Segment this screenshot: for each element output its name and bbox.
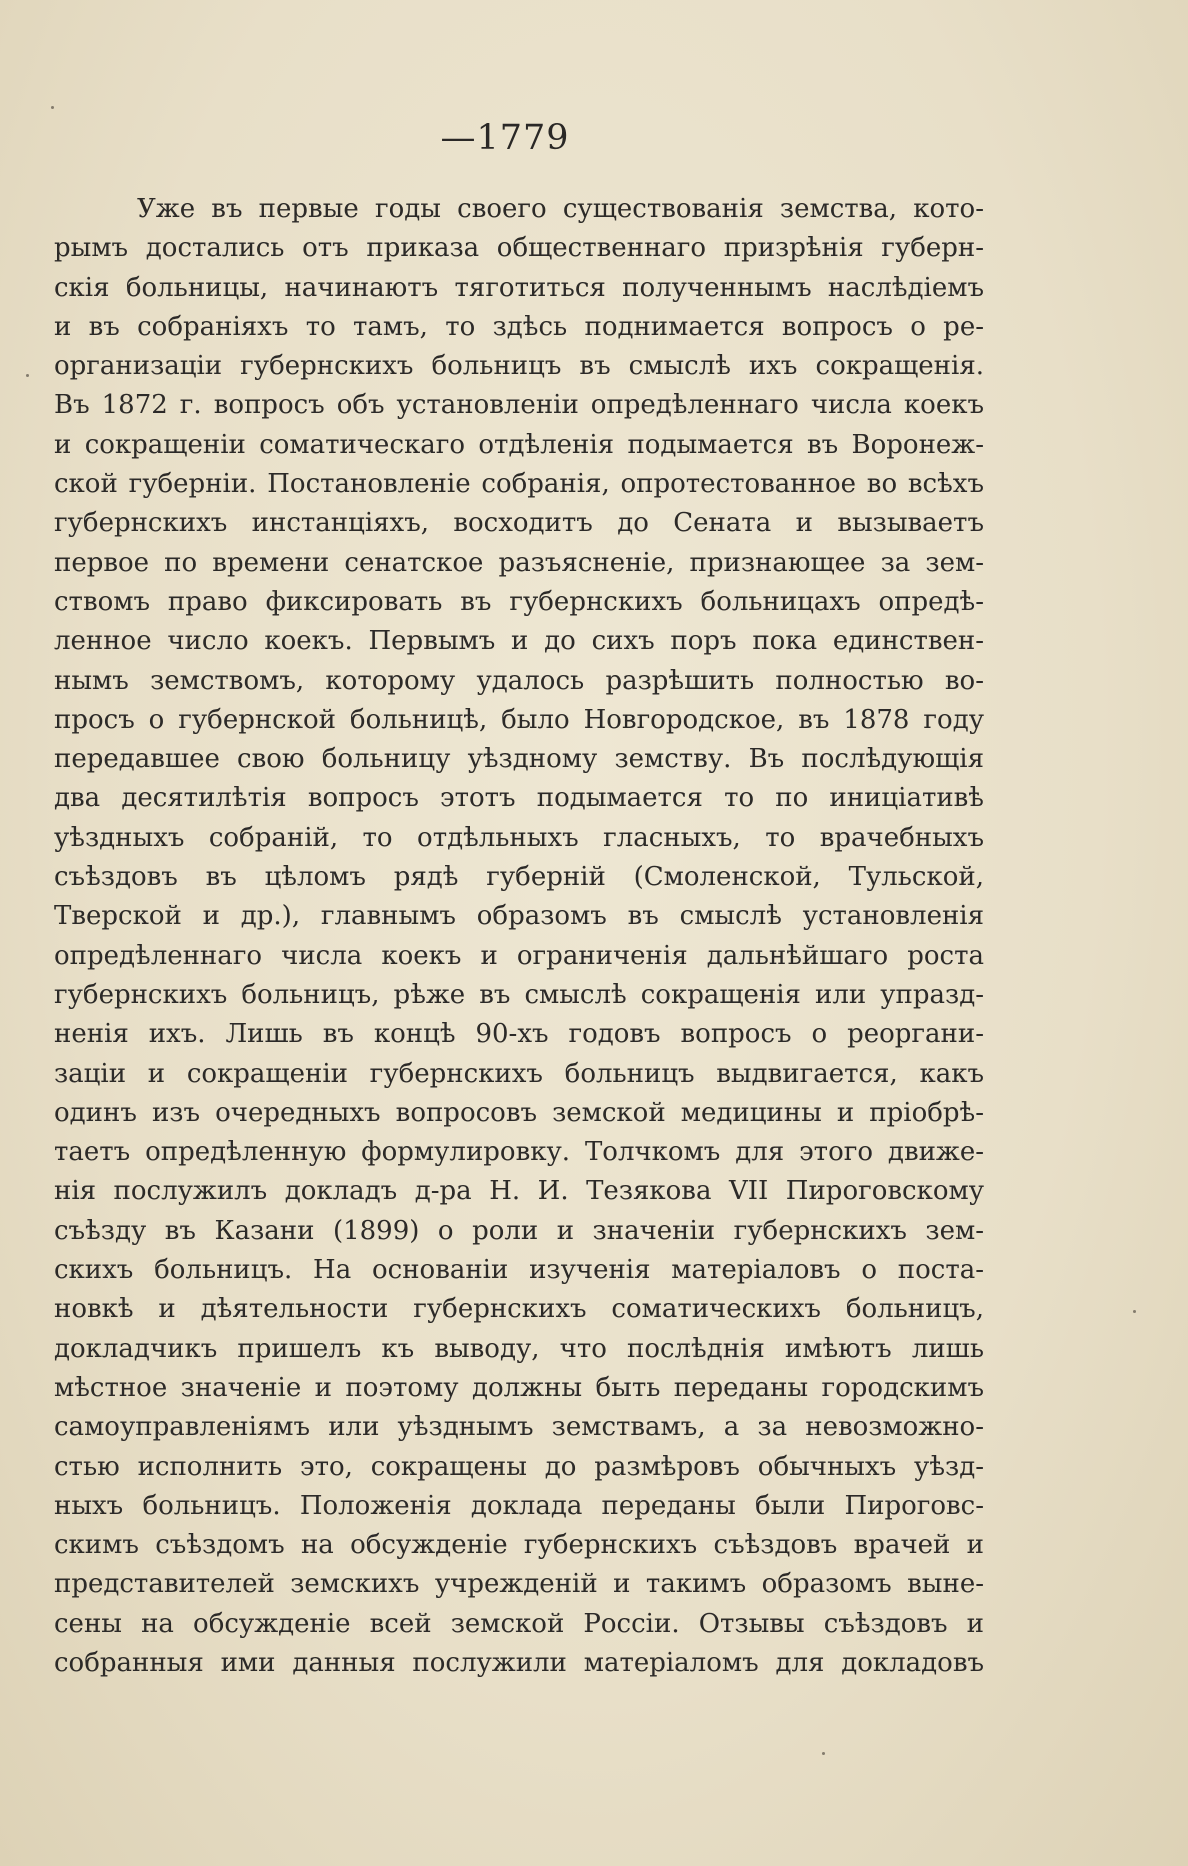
text-line: одинъ изъ очередныхъ вопросовъ земской медицины и пріобрѣ- — [54, 1097, 984, 1128]
text-line: ской губерніи. Постановленіе собранія, опротестованное во всѣхъ — [54, 469, 984, 500]
text-line: уѣздныхъ собраній, то отдѣльныхъ гласныхъ, то врачебныхъ — [54, 822, 984, 853]
text-line: организаціи губернскихъ больницъ въ смыслѣ ихъ сокращенія. — [54, 351, 984, 382]
text-line: мѣстное значеніе и поэтому должны быть переданы городскимъ — [54, 1372, 984, 1403]
text-line: скимъ съѣздомъ на обсужденіе губернскихъ съѣздовъ врачей и — [54, 1530, 984, 1561]
body-text — [54, 190, 984, 1683]
paper-speck — [26, 374, 29, 377]
text-line: и въ собраніяхъ то тамъ, то здѣсь поднимается вопросъ о ре- — [54, 311, 984, 342]
text-line: собранныя ими данныя послужили матеріаломъ для докладовъ — [54, 1647, 984, 1678]
text-line: представителей земскихъ учрежденій и такимъ образомъ выне- — [54, 1569, 984, 1600]
text-line: губернскихъ больницъ, рѣже въ смыслѣ сокращенія или упразд- — [54, 979, 984, 1010]
text-line: Въ 1872 г. вопросъ объ установленіи опредѣленнаго числа коекъ — [54, 390, 984, 421]
text-line: скихъ больницъ. На основаніи изученія матеріаловъ о поста- — [54, 1255, 984, 1286]
text-line: Уже въ первые годы своего существованія земства, кото- — [137, 194, 984, 224]
text-line: съѣзду въ Казани (1899) о роли и значеніи губернскихъ зем- — [54, 1215, 984, 1246]
text-line: самоуправленіямъ или уѣзднымъ земствамъ, а за невозможно- — [54, 1412, 984, 1443]
text-line: стью исполнить это, сокращены до размѣровъ обычныхъ уѣзд- — [54, 1451, 984, 1482]
text-line: просъ о губернской больницѣ, было Новгородское, въ 1878 году — [54, 704, 984, 735]
text-line: заціи и сокращеніи губернскихъ больницъ выдвигается, какъ — [54, 1058, 984, 1089]
page-number: —1779 — [440, 118, 570, 158]
text-line: докладчикъ пришелъ къ выводу, что послѣднія имѣютъ лишь — [54, 1333, 984, 1364]
text-line: ныхъ больницъ. Положенія доклада переданы были Пироговс- — [54, 1490, 984, 1521]
paper-speck — [822, 1752, 825, 1755]
paper-speck — [51, 106, 54, 109]
text-line: Тверской и др.), главнымъ образомъ въ смыслѣ установленія — [54, 901, 984, 932]
text-line: нія послужилъ докладъ д-ра Н. И. Тезякова VII Пироговскому — [54, 1176, 984, 1207]
text-line: опредѣленнаго числа коекъ и ограниченія дальнѣйшаго роста — [54, 940, 984, 971]
text-line: два десятилѣтія вопросъ этотъ подымается то по иниціативѣ — [54, 783, 984, 814]
text-line: ненія ихъ. Лишь въ концѣ 90-хъ годовъ вопросъ о реоргани- — [54, 1019, 984, 1050]
text-line: таетъ опредѣленную формулировку. Толчкомъ для этого движе- — [54, 1137, 984, 1168]
text-line: ленное число коекъ. Первымъ и до сихъ поръ пока единствен- — [54, 626, 984, 657]
text-line: нымъ земствомъ, которому удалось разрѣшить полностью во- — [54, 665, 984, 696]
text-line: новкѣ и дѣятельности губернскихъ соматическихъ больницъ, — [54, 1294, 984, 1325]
text-line: скія больницы, начинаютъ тяготиться полученнымъ наслѣдіемъ — [54, 272, 984, 303]
text-line: губернскихъ инстанціяхъ, восходитъ до Сената и вызываетъ — [54, 508, 984, 539]
text-line: рымъ достались отъ приказа общественнаго призрѣнія губерн- — [54, 233, 984, 264]
paper-speck — [1133, 1310, 1136, 1313]
text-line: съѣздовъ въ цѣломъ рядѣ губерній (Смоленской, Тульской, — [54, 862, 984, 893]
text-line: первое по времени сенатское разъясненіе, признающее за зем- — [54, 547, 984, 578]
text-line: передавшее свою больницу уѣздному земству. Въ послѣдующія — [54, 744, 984, 775]
text-line: ствомъ право фиксировать въ губернскихъ больницахъ опредѣ- — [54, 586, 984, 617]
text-line: и сокращеніи соматическаго отдѣленія подымается въ Воронеж- — [54, 429, 984, 460]
text-line: сены на обсужденіе всей земской Россіи. Отзывы съѣздовъ и — [54, 1608, 984, 1639]
